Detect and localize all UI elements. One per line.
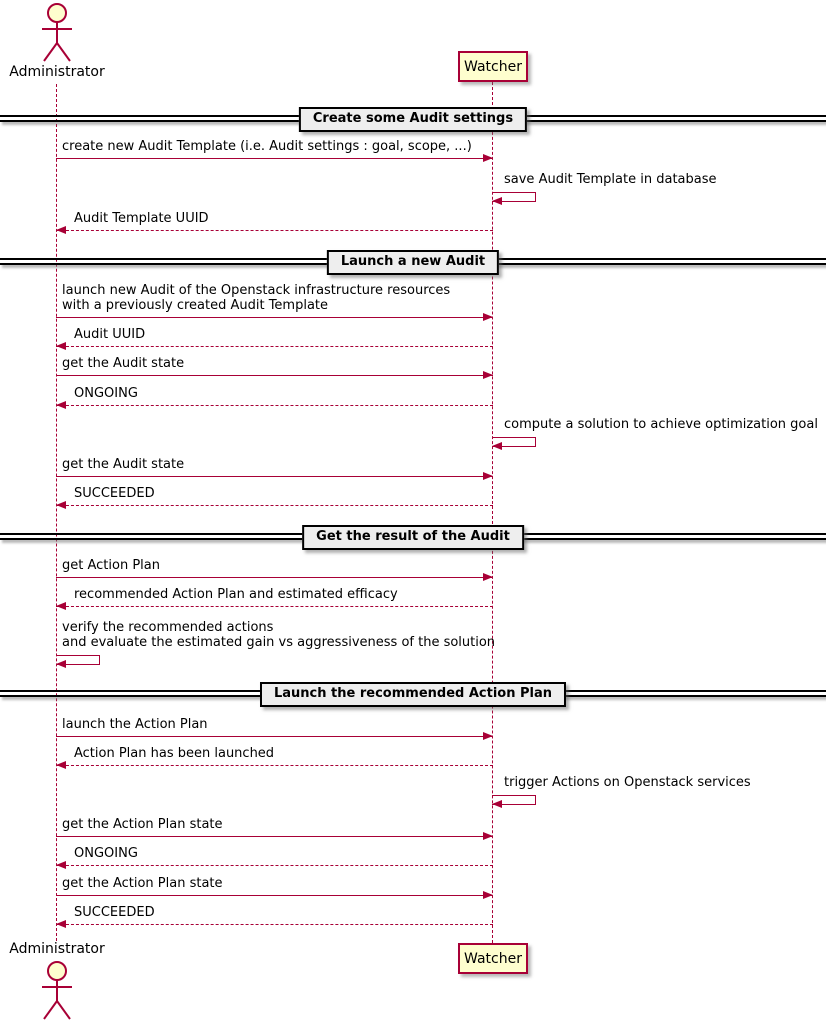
message-line: [56, 924, 493, 925]
divider-label: Launch a new Audit: [327, 250, 499, 275]
arrowhead-right-icon: [483, 371, 493, 379]
message-label: launch new Audit of the Openstack infrastructure resources with a previously created Audit Template: [62, 283, 451, 313]
message-label: SUCCEEDED: [74, 905, 155, 920]
message-line: [56, 158, 493, 159]
actor-label-administrator: Administrator: [9, 941, 105, 957]
message-label: get the Action Plan state: [62, 817, 223, 832]
self-message-trigger-actions: [492, 775, 751, 805]
divider-label: Launch the recommended Action Plan: [260, 682, 566, 707]
message-label: get the Action Plan state: [62, 876, 223, 891]
message-label: Audit Template UUID: [74, 211, 209, 226]
actor-administrator-bottom: [0, 941, 114, 1026]
actor-administrator-top: [0, 2, 114, 81]
message-label: get Action Plan: [62, 558, 160, 573]
message-line: [56, 577, 493, 578]
message-label: verify the recommended actions and evaluate the estimated gain vs aggressiveness of the solution: [62, 620, 496, 650]
message-line: [56, 405, 493, 406]
divider-create-audit-settings: [0, 107, 826, 130]
actor-icon: [37, 2, 77, 64]
arrowhead-left-icon: [56, 342, 66, 350]
message-label: get the Audit state: [62, 457, 185, 472]
message-line: [56, 230, 493, 231]
arrowhead-left-icon: [492, 800, 502, 808]
message-label: recommended Action Plan and estimated efficacy: [74, 587, 398, 602]
participant-watcher-top: [458, 51, 528, 82]
message-label: ONGOING: [74, 846, 138, 861]
message-line: [56, 375, 493, 376]
message-label: save Audit Template in database: [504, 172, 717, 187]
arrowhead-left-icon: [492, 197, 502, 205]
arrowhead-left-icon: [56, 920, 66, 928]
arrowhead-right-icon: [483, 313, 493, 321]
arrowhead-right-icon: [483, 891, 493, 899]
message-line: [56, 765, 493, 766]
message-label: launch the Action Plan: [62, 717, 208, 732]
message-label: Action Plan has been launched: [74, 746, 275, 761]
arrowhead-left-icon: [56, 861, 66, 869]
divider-launch-new-audit: [0, 250, 826, 273]
arrowhead-right-icon: [483, 573, 493, 581]
self-message-save-audit-template: [492, 172, 717, 202]
divider-label: Create some Audit settings: [299, 107, 527, 132]
message-line: [56, 736, 493, 737]
message-line: [56, 836, 493, 837]
actor-label-administrator: Administrator: [9, 64, 105, 80]
lifeline-administrator: [56, 84, 57, 941]
actor-icon: [37, 958, 77, 1026]
message-label: ONGOING: [74, 386, 138, 401]
arrowhead-left-icon: [56, 602, 66, 610]
arrowhead-left-icon: [492, 442, 502, 450]
message-line: [56, 317, 493, 318]
message-line: [56, 895, 493, 896]
divider-label: Get the result of the Audit: [302, 525, 524, 550]
message-label: create new Audit Template (i.e. Audit settings : goal, scope, ...): [62, 139, 472, 154]
participant-watcher-bottom: [458, 943, 528, 974]
self-message-verify-actions: [56, 620, 496, 665]
arrowhead-right-icon: [483, 472, 493, 480]
message-label: SUCCEEDED: [74, 486, 155, 501]
arrowhead-left-icon: [56, 226, 66, 234]
lifeline-watcher: [492, 82, 493, 943]
participant-label-watcher: Watcher: [464, 950, 522, 967]
arrowhead-right-icon: [483, 154, 493, 162]
message-label: compute a solution to achieve optimization goal: [504, 417, 818, 432]
message-label: get the Audit state: [62, 356, 185, 371]
participant-label-watcher: Watcher: [464, 58, 522, 75]
message-line: [56, 865, 493, 866]
arrowhead-right-icon: [483, 832, 493, 840]
message-line: [56, 476, 493, 477]
arrowhead-left-icon: [56, 401, 66, 409]
divider-get-result-of-audit: [0, 525, 826, 548]
message-label: Audit UUID: [74, 327, 146, 342]
divider-launch-recommended-action-plan: [0, 682, 826, 705]
arrowhead-left-icon: [56, 761, 66, 769]
arrowhead-right-icon: [483, 732, 493, 740]
arrowhead-left-icon: [56, 501, 66, 509]
self-message-compute-solution: [492, 417, 818, 447]
arrowhead-left-icon: [56, 660, 66, 668]
message-line: [56, 505, 493, 506]
message-label: trigger Actions on Openstack services: [504, 775, 751, 790]
message-line: [56, 346, 493, 347]
message-line: [56, 606, 493, 607]
